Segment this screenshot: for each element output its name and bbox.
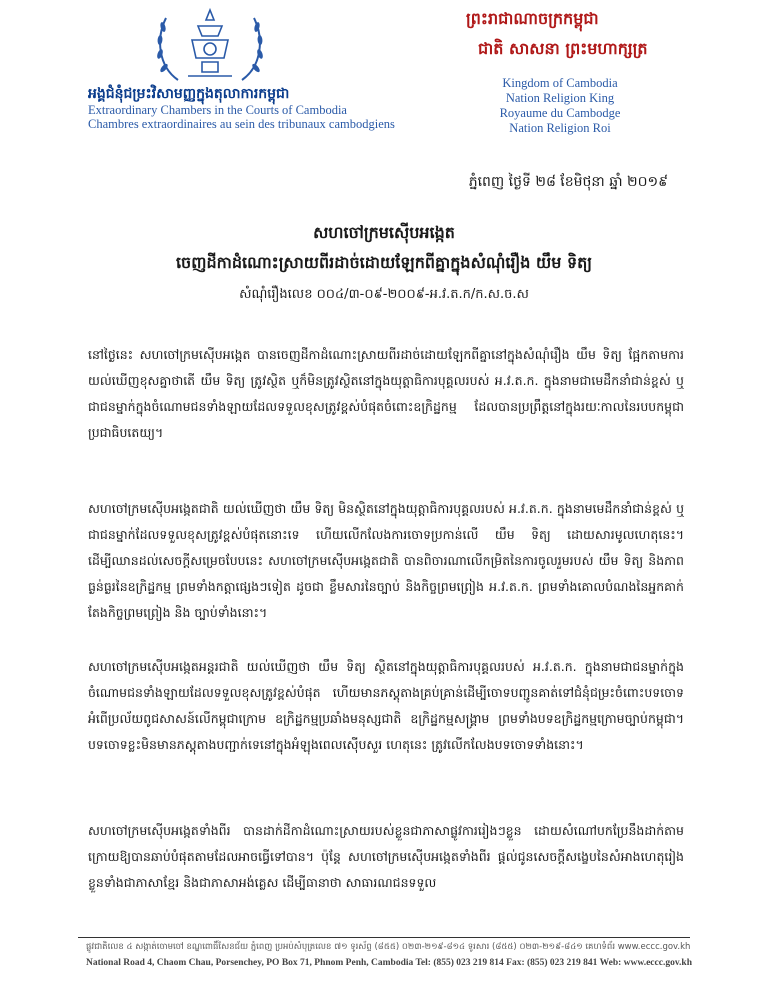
body-paragraph-2: សហចៅក្រមស៊ើបអង្កេតជាតិ យល់ឃើញថា យឹម ទិត្យ មិនស្ថិតនៅក្នុងយុត្តាធិការបុគ្គលរបស់ អ.វ.ត.ក. ក្នុងនាមមេដឹកនាំជាន់ខ្ពស់ ឬជាជនម្នាក់ដែលទទួលខុសត្រូវខ្ពស់បំផុតនោះទេ ហើយលើកលែងការចោទប្រកាន់លើ យឹម ទិត្យ ដោយសារមូលហេតុនេះ។ ដើម្បីឈានដល់សេចក្តីសម្រេចបែបនេះ សហចៅក្រមស៊ើបអង្កេតជាតិ បានពិចារណាលើកម្រិតនៃការចូលរួមរបស់ យឹម ទិត្យ និងភាពធ្ងន់ធ្ងរនៃឧក្រិដ្ឋកម្ម ព្រមទាំងកត្តាផ្សេងៗទៀត ដូចជា ខ្លឹមសារនៃច្បាប់ និងកិច្ចព្រមព្រៀង អ.វ.ត.ក. ព្រមទាំងគោលបំណងនៃអ្នកគាក់តែងកិច្ចព្រមព្រៀង និង ច្បាប់ទាំងនោះ។ [88,501,684,620]
document-subtitle: ចេញដីកាដំណោះស្រាយពីរដាច់ដោយឡែកពីគ្នាក្នុងសំណុំរឿង យឹម ទិត្យ [175,253,593,272]
kingdom-en: Kingdom of Cambodia [502,76,618,90]
kingdom-fr: Royaume du Cambodge [499,106,621,120]
org-name-french: Chambres extraordinaires au sein des tribunaux cambodgiens [88,117,395,131]
org-name-english: Extraordinary Chambers in the Courts of Cambodia [88,103,347,117]
org-name-khmer: អង្គជំនុំជម្រះវិសាមញ្ញក្នុងតុលាការកម្ពុជា [88,86,290,102]
nation-en: Nation Religion King [505,91,615,105]
case-number: សំណុំរឿងលេខ ០០៤/៣-០៩-២០០៩-អ.វ.ត.ក/ក.ស.ច.ស [239,287,529,302]
body-paragraph-4: សហចៅក្រមស៊ើបអង្កេតទាំងពីរ បានដាក់ដីកាដំណោះស្រាយរបស់ខ្លួនជាភាសាផ្លូវការរៀងៗខ្លួន ដោយសំណៅបកប្រែនឹងដាក់តាមក្រោយឱ្យបានឆាប់បំផុតតាមដែលអាចធ្វើទៅបាន។ ប៉ុន្តែ សហចៅក្រមស៊ើបអង្កេតទាំងពីរ ផ្តល់ជូនសេចក្តីសង្ខេបនៃសំអាងហេតុរៀងខ្លួនទាំងជាភាសាខ្មែរ និងជាភាសាអង់គ្លេស ដើម្បីធានាថា សាធារណជនទទួល [88,823,684,890]
kingdom-motto-khmer: ព្រះរាជាណាចក្រកម្ពុជា [466,9,599,28]
body-paragraph-3: សហចៅក្រមស៊ើបអង្កេតអន្តរជាតិ យល់ឃើញថា យឹម ទិត្យ ស្ថិតនៅក្នុងយុត្តាធិការបុគ្គលរបស់ អ.វ.ត.ក. ក្នុងនាមជាជនម្នាក់ក្នុងចំណោមជនទាំងឡាយដែលទទួលខុសត្រូវខ្ពស់បំផុត ហើយមានភស្តុតាងគ្រប់គ្រាន់ដើម្បីចោទបញ្ជូនគាត់ទៅជំនុំជម្រះចំពោះបទចោទ អំពើប្រល័យពូជសាសន៍លើកម្ពុជាក្រោម ឧក្រិដ្ឋកម្មប្រឆាំងមនុស្សជាតិ ឧក្រិដ្ឋកម្មសង្គ្រាម ព្រមទាំងបទឧក្រិដ្ឋកម្មក្រោមច្បាប់កម្ពុជា។ បទចោទខ្លះមិនមានភស្តុតាងបញ្ជាក់ទេនៅក្នុងអំឡុងពេលស៊ើបសួរ ហេតុនេះ ត្រូវលើកលែងបទចោទទាំងនោះ។ [88,659,684,752]
document-title: សហចៅក្រមស៊ើបអង្កេត [313,223,455,242]
footer-address-english: National Road 4, Chaom Chau, Porsenchey, PO Box 71, Phnom Penh, Cambodia Tel: (855) 023 219 814 Fax: (855) 023 219 841 Web: www.eccc.gov.kh [86,958,692,968]
footer-divider [78,937,690,938]
body-paragraph-1: នៅថ្ងៃនេះ សហចៅក្រមស៊ើបអង្កេត បានចេញដីកាដំណោះស្រាយពីរដាច់ដោយឡែកពីគ្នានៅក្នុងសំណុំរឿង យឹម ទិត្យ ផ្អែកតាមការយល់ឃើញខុសគ្នាថាតើ យឹម ទិត្យ ត្រូវស្ថិត ឬក៏មិនត្រូវស្ថិតនៅក្នុងយុត្តាធិការបុគ្គលរបស់ អ.វ.ត.ក. ក្នុងនាមជាមេដឹកនាំជាន់ខ្ពស់ ឬជាជនម្នាក់ក្នុងចំណោមជនទាំងឡាយដែលទទួលខុសត្រូវខ្ពស់បំផុតចំពោះឧក្រិដ្ឋកម្ម ដែលបានប្រព្រឹត្តនៅក្នុងរយៈកាលនៃរបបកម្ពុជាប្រជាធិបតេយ្យ។ [88,347,684,440]
document-date: ភ្នំពេញ ថ្ងៃទី ២៨ ខែមិថុនា ឆ្នាំ ២០១៩ [468,174,668,190]
nation-fr: Nation Religion Roi [509,121,611,135]
eccc-emblem-logo [148,6,272,86]
kingdom-motto-block [460,76,660,136]
footer-address-khmer: ផ្លូវជាតិលេខ ៤ សង្កាត់ចោមចៅ ខណ្ឌពោធិ៍សែនជ័យ ភ្នំពេញ ប្រអប់សំបុត្រលេខ ៧១ ទូរស័ព្ទ (៨៥៥) ០២៣-២១៩-៨១៤ ទូរសារ (៨៥៥) ០២៣-២១៩-៨៤១ គេហទំព័រ www.eccc.gov.kh [86,942,691,952]
nation-motto-khmer: ជាតិ សាសនា ព្រះមហាក្សត្រ [478,39,648,58]
